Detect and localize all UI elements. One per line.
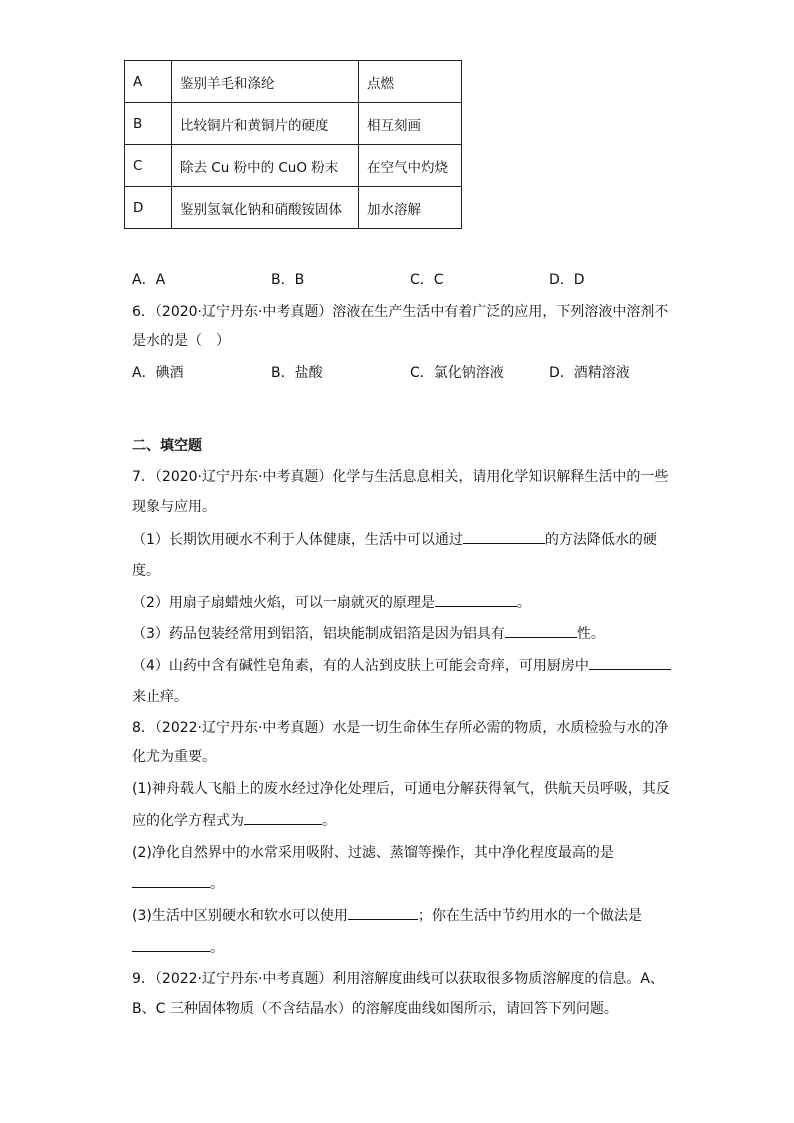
answer-blank[interactable] — [132, 873, 210, 888]
option-item: 鉴别氢氧化钠和硝酸铵固体 — [172, 187, 359, 229]
q6-choice-b: B．盐酸 — [271, 365, 323, 381]
q8-part3-text-b: ；你在生活中节约用水的一个做法是 — [417, 908, 642, 924]
q9-stem-line1: 9．（2022·辽宁丹东·中考真题）利用溶解度曲线可以获取很多物质溶解度的信息。A、 — [132, 971, 665, 987]
option-method: 点燃 — [359, 61, 462, 103]
q7-stem-line2: 现象与应用。 — [132, 499, 216, 515]
q8-part2-text-b: 。 — [210, 876, 224, 892]
q8-part3-text-c: 。 — [210, 940, 224, 956]
q8-part3-text-a: (3)生活中区别硬水和软水可以使用 — [132, 908, 348, 924]
q8-stem-line2: 化尤为重要。 — [132, 749, 216, 765]
q8-part2-cont — [132, 873, 224, 893]
option-item: 比较铜片和黄铜片的硬度 — [172, 103, 359, 145]
q8-stem-line1: 8．（2022·辽宁丹东·中考真题）水是一切生命体生存所必需的物质，水质检验与水的净 — [132, 720, 669, 736]
option-label: C — [125, 145, 172, 187]
table-row — [125, 61, 462, 103]
table-row — [125, 103, 462, 145]
option-item: 除去 Cu 粉中的 CuO 粉末 — [172, 145, 359, 187]
answer-blank[interactable] — [244, 810, 322, 825]
q7-part3-text-a: （3）药品包装经常用到铝箔，铝块能制成铝箔是因为铝具有 — [132, 626, 505, 642]
option-label: A — [125, 61, 172, 103]
q5-choice-c: C．C — [410, 272, 444, 288]
table-row — [125, 187, 462, 229]
q7-part3-text-b: 性。 — [576, 626, 605, 642]
q7-part4-cont: 来止痒。 — [132, 689, 188, 705]
option-method: 在空气中灼烧 — [359, 145, 462, 187]
q7-part3 — [132, 623, 605, 643]
q6-stem-line2: 是水的是（ ） — [132, 333, 230, 349]
q7-part1 — [132, 529, 657, 549]
q8-part1-text-b: 应的化学方程式为 — [132, 813, 244, 829]
q7-part1-text-b: 的方法降低水的硬 — [544, 532, 657, 548]
answer-blank[interactable] — [132, 937, 210, 952]
option-method: 加水溶解 — [359, 187, 462, 229]
q8-part1: (1)神舟载人飞船上的废水经过净化处理后，可通电分解获得氧气，供航天员呼吸，其反 — [132, 781, 670, 797]
options-table — [124, 60, 462, 229]
q6-choice-c: C．氯化钠溶液 — [410, 365, 504, 381]
table-row — [125, 145, 462, 187]
q8-part1-text-c: 。 — [322, 813, 336, 829]
q5-choice-d: D．D — [549, 272, 585, 288]
q7-stem-line1: 7．（2020·辽宁丹东·中考真题）化学与生活息息相关，请用化学知识解释生活中的一些 — [132, 469, 669, 485]
q8-part3 — [132, 905, 642, 925]
q7-part2-text-a: （2）用扇子扇蜡烛火焰，可以一扇就灭的原理是 — [132, 595, 435, 611]
q5-choice-a: A．A — [132, 272, 166, 288]
q7-part2-text-b: 。 — [516, 595, 531, 611]
q9-stem-line2: B、C 三种固体物质（不含结晶水）的溶解度曲线如图所示，请回答下列问题。 — [132, 1001, 618, 1017]
q7-part1-text-a: （1）长期饮用硬水不利于人体健康，生活中可以通过 — [132, 532, 463, 548]
section-heading: 二、填空题 — [132, 438, 202, 454]
q7-part4-text-a: （4）山药中含有碱性皂角素，有的人沾到皮肤上可能会奇痒，可用厨房中 — [132, 658, 589, 674]
answer-blank[interactable] — [589, 655, 671, 670]
option-label: B — [125, 103, 172, 145]
q5-choice-b: B．B — [271, 272, 305, 288]
q6-choice-a: A．碘酒 — [132, 365, 184, 381]
q8-part3-cont — [132, 937, 224, 957]
q7-part2 — [132, 592, 531, 612]
q7-part4 — [132, 655, 671, 675]
answer-blank[interactable] — [348, 905, 418, 920]
q7-part1-cont: 度。 — [132, 563, 160, 579]
option-item: 鉴别羊毛和涤纶 — [172, 61, 359, 103]
q8-part1-cont — [132, 810, 336, 830]
q6-stem-line1: 6．（2020·辽宁丹东·中考真题）溶液在生产生活中有着广泛的应用，下列溶液中溶剂不 — [132, 304, 669, 320]
option-method: 相互刻画 — [359, 103, 462, 145]
answer-blank[interactable] — [435, 592, 517, 607]
option-label: D — [125, 187, 172, 229]
answer-blank[interactable] — [505, 623, 577, 638]
q8-part2: (2)净化自然界中的水常采用吸附、过滤、蒸馏等操作，其中净化程度最高的是 — [132, 845, 614, 861]
answer-blank[interactable] — [463, 529, 545, 544]
q6-choice-d: D．酒精溶液 — [549, 365, 630, 381]
